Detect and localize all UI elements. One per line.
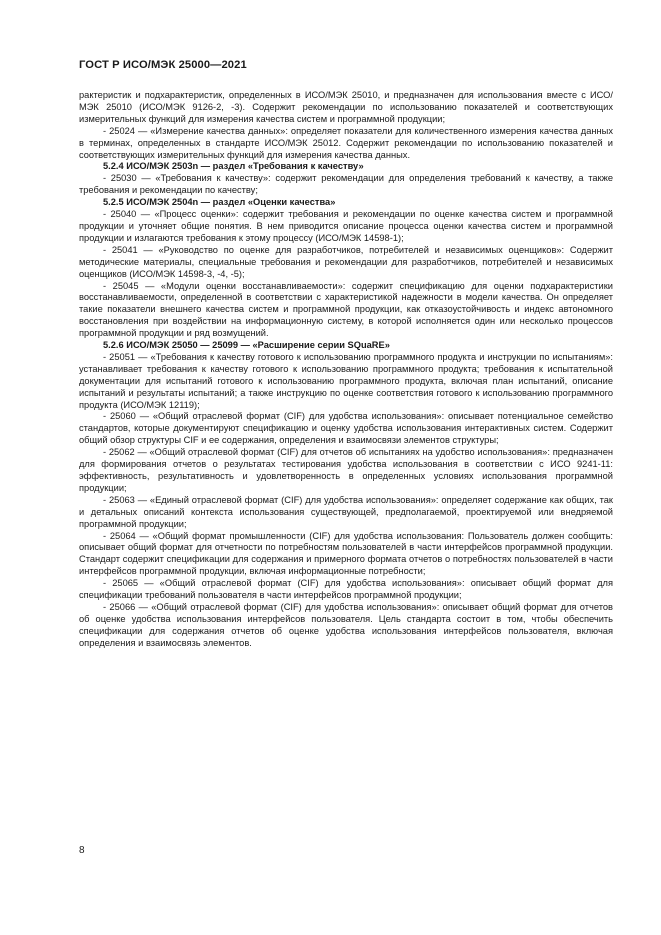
document-body (79, 90, 613, 650)
list-item: - 25064 — «Общий формат промышленности (CIF) для удобства использования: Пользователь должен сообщить: описывает общий формат для отчетности по потребностям пользователей в части интерфейсов программной продукции. Стандарт содержит спецификации для содержания и примерного формата отчетов о потребностях пользователей в части интерфейсов программной продукции, включая информационные потребности; (79, 530, 613, 577)
document-header: ГОСТ Р ИСО/МЭК 25000—2021 (79, 59, 247, 71)
list-item: - 25063 — «Единый отраслевой формат (CIF) для удобства использования»: определяет содержание как общих, так и детальных описаний контекста использования существующей, предполагаемой, проектируемой или внедряемой программной продукции; (79, 494, 613, 529)
list-item: - 25030 — «Требования к качеству»: содержит рекомендации для определения требований к качеству, а также требования и рекомендации по качеству; (79, 173, 613, 196)
section-heading: 5.2.4 ИСО/МЭК 2503n — раздел «Требования к качеству» (103, 161, 364, 172)
section-heading: 5.2.5 ИСО/МЭК 2504n — раздел «Оценки качества» (103, 197, 336, 208)
list-item: - 25051 — «Требования к качеству готового к использованию программного продукта и инструкции по испытаниям»: устанавливает требования к качеству готового к использованию программного продукта; требования к испытательной документации для испытаний готового к использованию программного продукта, включая план испытаний, описание испытаний и результаты испытаний; а также инструкцию по оценке соответствия готового к использованию программного продукта (ИСО/МЭК 12119); (79, 351, 613, 410)
list-item: - 25045 — «Модули оценки восстанавливаемости»: содержит спецификацию для оценки подхарактеристики восстанавливаемости, определенной в соответствии с характеристикой надежности в модели качества. Он определяет такие показатели внешнего качества систем и программной продукции, как отказоустойчивость и индекс автономного восстановления при воздействии на информационную систему, в которой исполняется один или несколько процессов программной продукции и ряд возмущений. (79, 280, 613, 339)
list-item: - 25060 — «Общий отраслевой формат (CIF) для удобства использования»: описывает потенциальное семейство стандартов, которые документируют спецификацию и оценку удобства использования интерактивных систем. Содержит общий обзор структуры CIF и ее содержания, определения и взаимосвязи элементов структуры; (79, 411, 613, 446)
list-item: - 25041 — «Руководство по оценке для разработчиков, потребителей и независимых оценщиков»: Содержит методические материалы, специальные требования и рекомендации для разработчиков, потребителей и независимых оценщиков (ИСО/МЭК 14598-3, -4, -5); (79, 244, 613, 279)
page-number: 8 (79, 845, 85, 856)
body-paragraph: рактеристик и подхарактеристик, определенных в ИСО/МЭК 25010, и предназначен для использования вместе с ИСО/МЭК 25010 (ИСО/МЭК 9126-2, -3). Содержит рекомендации по использованию показателей и соответствующих измерительных функций для измерения качества систем и программной продукции; (79, 90, 613, 124)
list-item: - 25065 — «Общий отраслевой формат (CIF) для удобства использования»: описывает общий формат для спецификации требований пользователя в части интерфейсов программной продукции; (79, 578, 613, 601)
list-item: - 25062 — «Общий отраслевой формат (CIF) для отчетов об испытаниях на удобство использования»: предназначен для формирования отчетов о результатах тестирования удобства использования в соответствии с ИСО 9241-11: эффективность, результативность и удовлетворенность в определенных условиях использования программной продукции; (79, 447, 613, 493)
list-item: - 25040 — «Процесс оценки»: содержит требования и рекомендации по оценке качества систем и программной продукции и уточняет общие понятия. В нем приводится описание процесса оценки качества систем и программной продукции и излагаются требования к этому процессу (ИСО/МЭК 14598-1); (79, 209, 613, 243)
section-heading: 5.2.6 ИСО/МЭК 25050 — 25099 — «Расширение серии SQuaRE» (103, 340, 390, 351)
list-item: - 25066 — «Общий отраслевой формат (CIF) для удобства использования»: описывает общий формат для отчетов об оценке удобства использования интерфейсов пользователя. Цель стандарта состоит в том, чтобы обеспечить спецификации для содержания отчетов об оценке удобства использования интерфейсов пользователя, включая определения и взаимосвязь элементов. (79, 601, 613, 648)
list-item: - 25024 — «Измерение качества данных»: определяет показатели для количественного измерения качества данных в терминах, определенных в стандарте ИСО/МЭК 25012. Содержит рекомендации по использованию показателей и соответствующих измерительных функций для измерения качества данных. (79, 125, 613, 160)
